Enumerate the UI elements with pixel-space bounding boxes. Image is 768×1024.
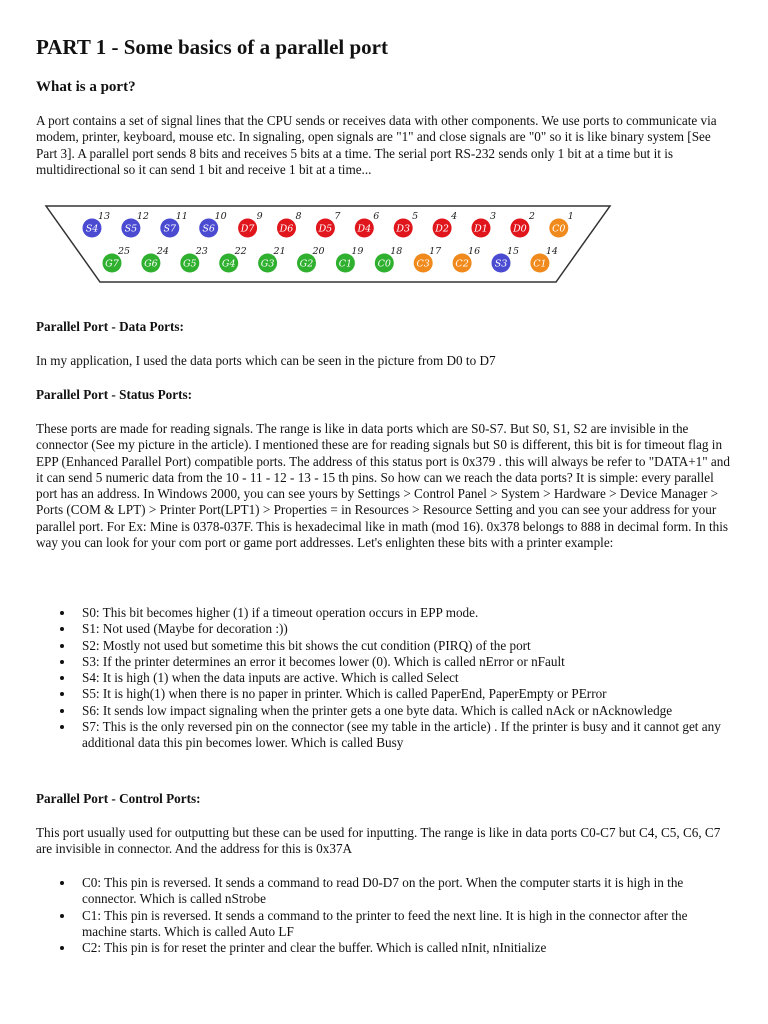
list-item: C0: This pin is reversed. It sends a command to read D0-D7 on the port. When the computer starts it is high in the connector. Which is called nStrobe — [36, 875, 734, 908]
pin-number: 6 — [373, 211, 380, 222]
pin-label: C3 — [416, 258, 430, 270]
pin-label: D2 — [435, 223, 449, 235]
data-ports-heading: Parallel Port - Data Ports: — [36, 319, 184, 334]
pin-number: 20 — [312, 246, 325, 257]
pin-number: 14 — [545, 246, 558, 257]
pin-label: C0 — [552, 223, 566, 235]
pin-label: G4 — [221, 258, 236, 270]
pin-number: 9 — [256, 211, 263, 222]
pin-number: 23 — [195, 246, 208, 257]
data-ports-paragraph: In my application, I used the data ports which can be seen in the picture from D0 to D7 — [36, 353, 496, 368]
pin-label: D1 — [474, 223, 488, 235]
pin-number: 11 — [175, 211, 188, 222]
pin-label: G6 — [144, 258, 158, 270]
connector-shell — [46, 206, 610, 282]
pin-label: C2 — [455, 258, 469, 270]
pin-number: 8 — [295, 211, 302, 222]
pin-label: C1 — [338, 258, 353, 270]
pin-label: S7 — [163, 223, 177, 235]
pin-label: G2 — [299, 258, 314, 270]
pin-number: 10 — [214, 211, 227, 222]
status-bits-list — [36, 605, 734, 752]
pin-label: D6 — [279, 223, 294, 235]
status-ports-paragraph: These ports are made for reading signals. The range is like in data ports which are S0-S7. But S0, S1, S2 are invisible in the connector (See my picture in the article). I mentioned these are for reading signals but S0 is different, this bit is for timeout flag in EPP (Enhanced Parallel Port) compatible ports. The address of this status port is 0x379 . this will always be refer to "DATA+1" and it can send 5 numeric data from the 10 - 11 - 12 - 13 - 15 th pins. So how can we reach the data ports? It is simple: every parallel port has an address. In Windows 2000, you can see yours by Settings > Control Panel > System > Hardware > Device Manager > Ports (COM & LPT) > Printer Port(LPT1) > Properties = in Resources > Resource Setting and you can see your address for your parallel port. For Ex: Mine is 0378-037F. This is hexadecimal like in math (mod 16). 0x378 belongs to 888 in decimal form. In this way you can look for your com port or game port addresses. Let's enlighten these bits with a printer example: — [36, 421, 730, 551]
pin-number: 18 — [390, 246, 403, 257]
pin-number: 12 — [136, 211, 149, 222]
pin-label: S3 — [494, 258, 508, 270]
list-item: C2: This pin is for reset the printer and clear the buffer. Which is called nInit, nInitialize — [36, 940, 734, 956]
list-item: S0: This bit becomes higher (1) if a timeout operation occurs in EPP mode. — [36, 605, 734, 621]
db25-connector-diagram — [44, 200, 614, 288]
pin-label: G3 — [260, 258, 275, 270]
pin-label: D0 — [513, 223, 527, 235]
list-item: S2: Mostly not used but sometime this bit shows the cut condition (PIRQ) of the port — [36, 638, 734, 654]
intro-paragraph: A port contains a set of signal lines that the CPU sends or receives data with other components. We use ports to communicate via modem, printer, keyboard, mouse etc. In signaling, open signals are "1" and close signals are "0" so it is like binary system [See Part 3]. A parallel port sends 8 bits and receives 5 bits at a time. The serial port RS-232 sends only 1 bit at a time but it is multidirectional so it can send 1 bit and receive 1 bit at a time... — [36, 113, 717, 177]
pin-number: 15 — [506, 246, 520, 257]
page-title: PART 1 - Some basics of a parallel port — [36, 35, 388, 59]
list-item: C1: This pin is reversed. It sends a command to the printer to feed the next line. It is high in the connector after the machine starts. Which is called Auto LF — [36, 908, 734, 941]
what-is-a-port-heading: What is a port? — [36, 79, 136, 95]
pin-number: 17 — [429, 246, 442, 257]
pin-number: 13 — [97, 211, 111, 222]
pin-number: 21 — [273, 246, 286, 257]
pin-label: C1 — [533, 258, 547, 270]
control-bits-list — [36, 875, 734, 956]
pin-number: 2 — [528, 211, 535, 222]
pin-label: D7 — [240, 223, 255, 235]
pin-number: 25 — [117, 246, 131, 257]
pin-label: D5 — [318, 223, 333, 235]
pin-number: 3 — [489, 211, 497, 222]
pin-number: 16 — [468, 246, 481, 257]
pin-number: 5 — [412, 211, 419, 222]
status-ports-heading: Parallel Port - Status Ports: — [36, 387, 193, 402]
pin-number: 7 — [334, 211, 341, 222]
pin-number: 1 — [567, 211, 574, 222]
pin-label: D4 — [357, 223, 372, 235]
control-ports-paragraph: This port usually used for outputting but these can be used for inputting. The range is like in data ports C0-C7 but C4, C5, C6, C7 are invisible in connector. And the address for this is 0x37A — [36, 825, 721, 857]
pin-number: 22 — [234, 246, 247, 257]
pin-label: C0 — [377, 258, 391, 270]
pin-label: S4 — [85, 223, 99, 235]
list-item: S6: It sends low impact signaling when the printer gets a one byte data. Which is called nAck or nAcknowledge — [36, 703, 734, 719]
list-item: S7: This is the only reversed pin on the connector (see my table in the article) . If the printer is busy and it cannot get any additional data this pin becomes lower. Which is called Busy — [36, 719, 734, 752]
pin-label: G5 — [182, 258, 197, 270]
pin-label: S6 — [202, 223, 215, 235]
pin-label: D3 — [396, 223, 411, 235]
control-ports-heading: Parallel Port - Control Ports: — [36, 791, 201, 806]
list-item: S4: It is high (1) when the data inputs are active. Which is called Select — [36, 670, 734, 686]
pin-label: S5 — [124, 223, 138, 235]
list-item: S3: If the printer determines an error it becomes lower (0). Which is called nError or nFault — [36, 654, 734, 670]
list-item: S5: It is high(1) when there is no paper in printer. Which is called PaperEnd, PaperEmpty or PError — [36, 686, 734, 702]
pin-label: G7 — [105, 258, 119, 270]
list-item: S1: Not used (Maybe for decoration :)) — [36, 621, 734, 637]
pin-number: 19 — [351, 246, 364, 257]
pin-number: 24 — [156, 246, 169, 257]
pin-number: 4 — [451, 211, 458, 222]
